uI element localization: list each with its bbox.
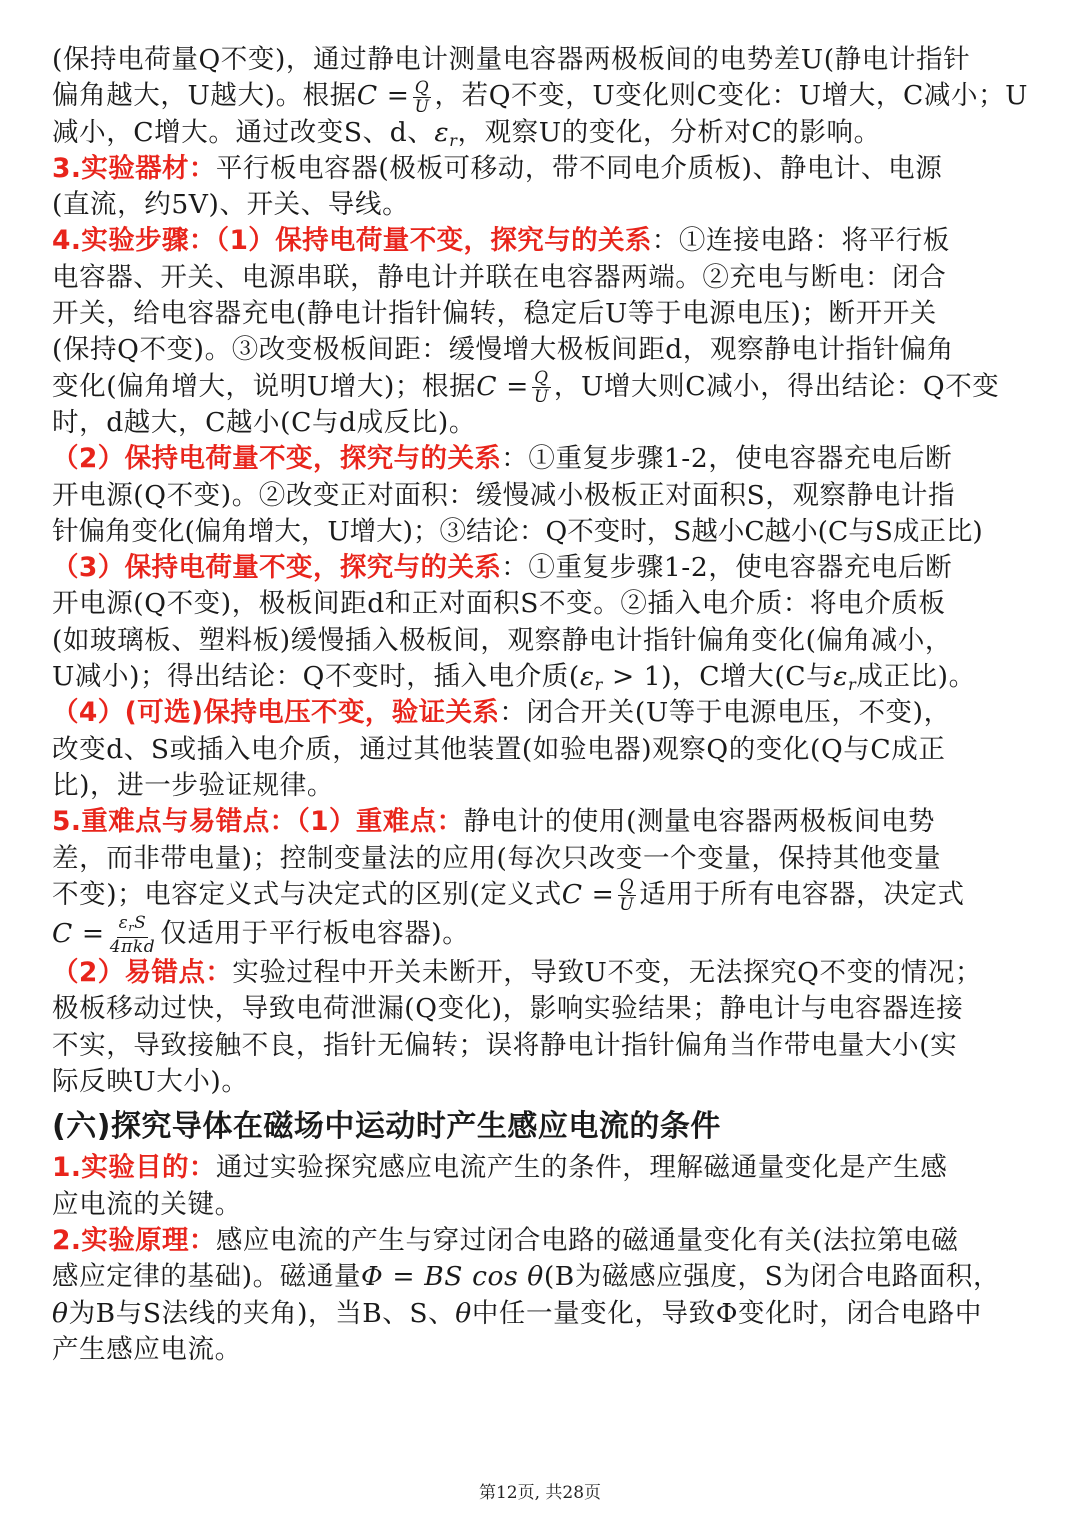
- text-span: ，若Q不变，U变化则C变化：U增大，C减小；U: [434, 80, 1029, 112]
- theta-symbol: θ: [52, 1297, 69, 1329]
- fraction-denominator: U: [414, 96, 430, 117]
- epsilon-symbol: ε: [434, 116, 450, 148]
- formula-magnetic-flux: Φ = BS cos θ: [361, 1261, 544, 1293]
- section-label: 3.实验器材：: [52, 152, 216, 184]
- subsection-label: （2）易错点：: [52, 957, 233, 989]
- formula-capacitance: [476, 368, 554, 408]
- epsilon-r: [833, 661, 857, 695]
- text-line: [52, 659, 1032, 695]
- formula-capacitance: [561, 876, 640, 916]
- section-label: 4.实验步骤：（1）保持电荷量不变，探究与的关系: [52, 225, 652, 257]
- fraction: [532, 369, 551, 406]
- text-span: (B为磁感应强度，S为闭合电路面积，: [543, 1261, 1001, 1293]
- text-line: [52, 77, 1032, 117]
- text-line: 开电源(Q不变)，极板间距d和正对面积S不变。②插入电介质：将电介质板: [52, 588, 946, 620]
- text-span: > 1)，C增大(C与: [602, 661, 834, 693]
- text-span: ：①连接电路：将平行板: [651, 225, 950, 257]
- text-line: [52, 913, 1032, 958]
- text-line: (直流，约5V)、开关、导线。: [52, 189, 410, 221]
- fraction-numerator: Q: [534, 368, 549, 389]
- text-line: 比)，进一步验证规律。: [52, 769, 334, 801]
- epsilon-symbol: ε: [579, 661, 595, 693]
- text-line: 开电源(Q不变)。②改变正对面积：缓慢减小极板正对面积S，观察静电计指: [52, 479, 956, 511]
- formula-lhs: C =: [52, 918, 105, 950]
- epsilon-r: [579, 661, 603, 695]
- section-label: 1.实验目的：: [52, 1152, 216, 1184]
- subscript: r: [128, 921, 135, 935]
- formula-lhs: C =: [356, 80, 410, 112]
- text-span: ：①重复步骤1-2，使电容器充电后断: [501, 443, 953, 475]
- fraction-numerator: Q: [414, 77, 430, 98]
- text-line: [52, 876, 1032, 916]
- text-span: 为B与S法线的夹角)，当B、S、: [68, 1297, 456, 1329]
- formula-lhs: C =: [476, 370, 529, 402]
- subsection-line: [52, 441, 1032, 477]
- fraction-numerator: Q: [619, 876, 635, 897]
- text-line: 应电流的关键。: [52, 1188, 242, 1220]
- text-line: [52, 115, 1032, 151]
- section-heading-line: [52, 1223, 1032, 1259]
- text-line: 开关，给电容器充电(静电计指针偏转，稳定后U等于电源电压)；断开开关: [52, 298, 937, 330]
- text-line: 时，d越大，C越小(C与d成反比)。: [52, 406, 476, 438]
- text-span: 变化(偏角增大，说明U增大)；根据: [52, 370, 477, 402]
- subscript: r: [848, 675, 857, 695]
- text-line: [52, 1259, 1032, 1295]
- theta-symbol: θ: [455, 1297, 472, 1329]
- text-line: 极板移动过快，导致电荷泄漏(Q变化)，影响实验结果；静电计与电容器连接: [52, 993, 964, 1025]
- text-span: 平行板电容器(极板可移动，带不同电介质板)、静电计、电源: [215, 152, 943, 184]
- section-label: 2.实验原理：: [52, 1224, 216, 1256]
- formula-capacitance: [356, 77, 435, 117]
- subsection-label: （4）(可选)保持电压不变，验证关系: [52, 697, 500, 729]
- epsilon-r: [434, 117, 457, 148]
- epsilon-symbol: ε: [118, 913, 129, 934]
- text-span: U减小)；得出结论：Q不变时，插入电介质(: [52, 661, 580, 693]
- text-span: 感应定律的基础)。磁通量: [52, 1261, 362, 1293]
- text-span: 仅适用于平行板电容器)。: [160, 918, 470, 950]
- subsection-label: （2）保持电荷量不变，探究与的关系: [52, 443, 502, 475]
- document-page: [52, 42, 1032, 1368]
- section-label: 5.重难点与易错点：（1）重难点：: [52, 806, 464, 838]
- text-line: 针偏角变化(偏角增大，U增大)；③结论：Q不变时，S越小C越小(C与S成正比): [52, 515, 983, 547]
- section-heading-line: [52, 223, 1032, 259]
- text-line: 电容器、开关、电源串联，静电计并联在电容器两端。②充电与断电：闭合: [52, 261, 947, 293]
- text-line: (如玻璃板、塑料板)缓慢插入极板间，观察静电计指针偏角变化(偏角减小，: [52, 624, 953, 656]
- fraction-numerator: $\varepsilon_rS$: [117, 914, 149, 938]
- text-line: 差，而非带电量)；控制变量法的应用(每次只改变一个变量，保持其他变量: [52, 842, 942, 874]
- section-heading-line: [52, 151, 1032, 187]
- text-span: ，观察U的变化，分析对C的影响。: [457, 116, 881, 148]
- fraction-denominator: 4πkd: [109, 937, 156, 958]
- text-span: 适用于所有电容器，决定式: [639, 878, 965, 910]
- formula-parallel-plate: [52, 913, 160, 958]
- text-span: 减小，C增大。通过改变S、d、: [52, 116, 435, 148]
- fraction-denominator: U: [619, 895, 635, 916]
- fraction: [617, 877, 636, 914]
- text-line: (保持Q不变)。③改变极板间距：缓慢增大极板间距d，观察静电计指针偏角: [52, 334, 954, 366]
- text-span: 静电计的使用(测量电容器两极板间电势: [463, 806, 936, 838]
- text-span: 不变)；电容定义式与决定式的区别(定义式: [52, 878, 562, 910]
- fraction-denominator: U: [533, 387, 549, 408]
- text-line: 改变d、S或插入电介质，通过其他装置(如验电器)观察Q的变化(Q与C成正: [52, 733, 946, 765]
- text-line: [52, 1296, 1032, 1332]
- subsection-line: [52, 955, 1032, 991]
- text-span: 中任一量变化，导致Φ变化时，闭合电路中: [471, 1297, 982, 1329]
- text-line: 产生感应电流。: [52, 1333, 242, 1365]
- text-span: 实验过程中开关未断开，导致U不变，无法探究Q不变的情况；: [232, 957, 983, 989]
- epsilon-symbol: ε: [833, 661, 849, 693]
- text-line: [52, 368, 1032, 408]
- section-heading-line: [52, 804, 1032, 840]
- page-footer: 第12页, 共28页: [478, 1483, 602, 1503]
- fraction: [413, 79, 432, 116]
- text-line: 际反映U大小)。: [52, 1066, 249, 1098]
- text-line: (保持电荷量Q不变)，通过静电计测量电容器两极板间的电势差U(静电计指针: [52, 44, 971, 75]
- subscript: r: [449, 130, 458, 150]
- subscript: r: [594, 675, 603, 695]
- text-span: ，U增大则C减小，得出结论：Q不变: [553, 370, 1000, 402]
- subsection-line: [52, 695, 1032, 731]
- text-span: 感应电流的产生与穿过闭合电路的磁通量变化有关(法拉第电磁: [215, 1224, 959, 1256]
- fraction: [108, 914, 158, 956]
- subsection-label: （3）保持电荷量不变，探究与的关系: [52, 552, 502, 584]
- text-span: ：闭合开关(U等于电源电压，不变)，: [499, 697, 951, 729]
- text-span: 通过实验探究感应电流产生的条件，理解磁通量变化是产生感: [215, 1152, 948, 1184]
- text-span: 偏角越大，U越大)。根据: [52, 80, 357, 112]
- section-heading-line: [52, 1150, 1032, 1186]
- text-line: 不实，导致接触不良，指针无偏转；误将静电计指针偏角当作带电量大小(实: [52, 1029, 958, 1061]
- text-span: 成正比)。: [856, 661, 976, 693]
- chapter-heading: (六)探究导体在磁场中运动时产生感应电流的条件: [52, 1109, 721, 1145]
- text-span: ：①重复步骤1-2，使电容器充电后断: [501, 552, 953, 584]
- formula-lhs: C =: [561, 878, 615, 910]
- subsection-line: [52, 550, 1032, 586]
